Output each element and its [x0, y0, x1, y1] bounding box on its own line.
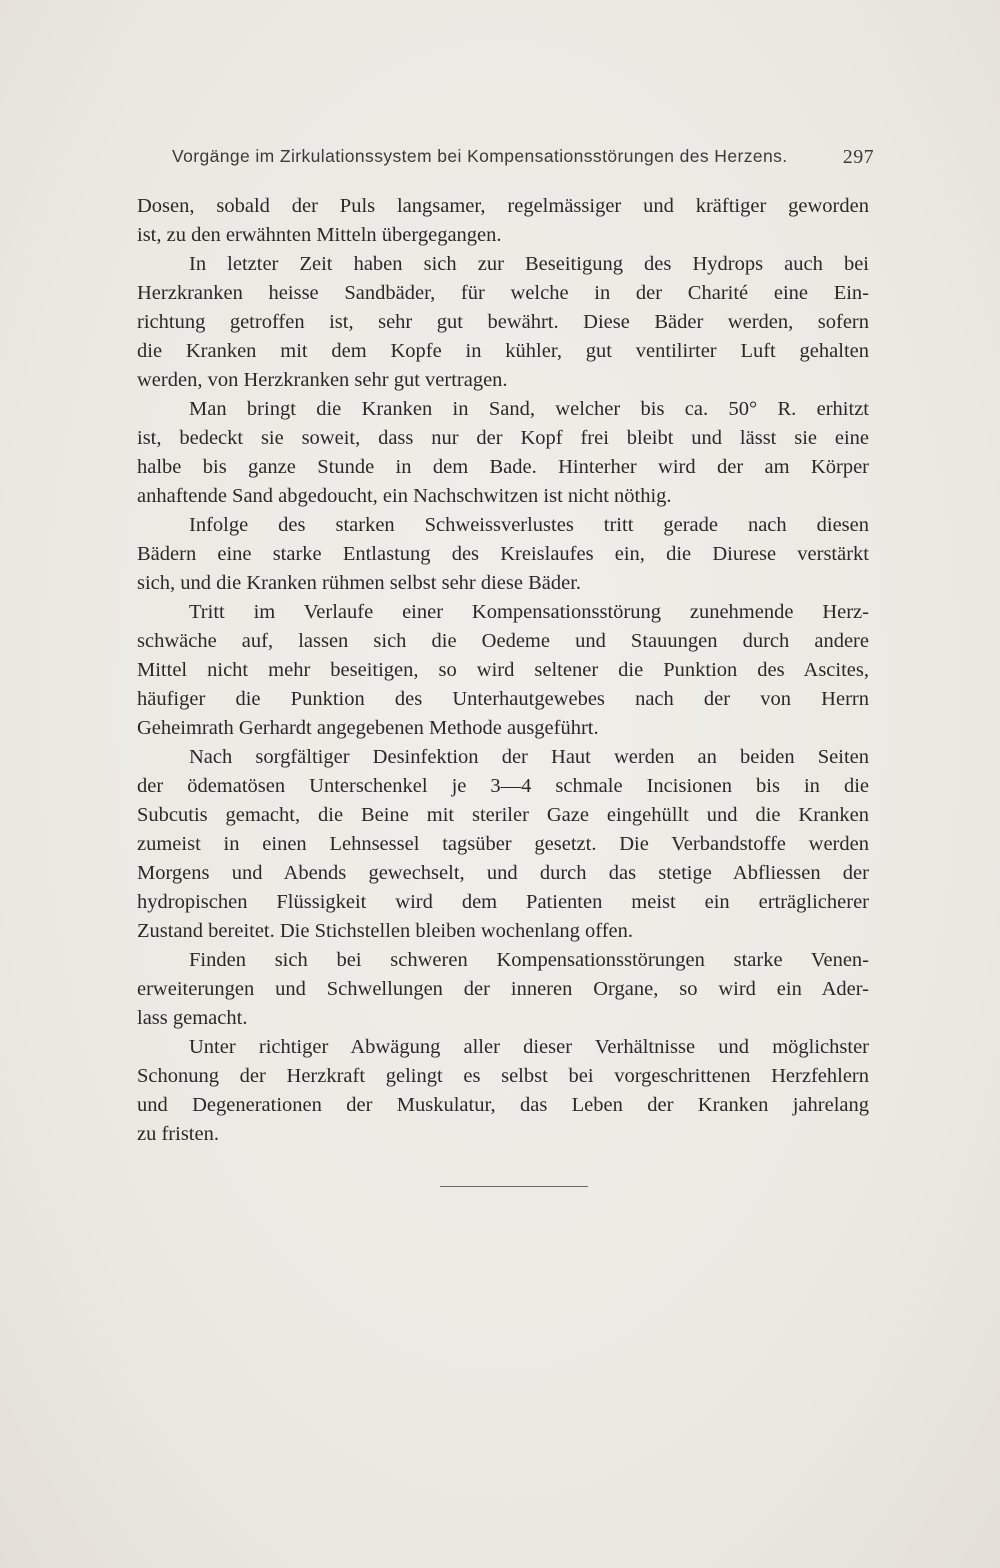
text-line: und Degenerationen der Muskulatur, das Leben der Kranken jahrelang [137, 1094, 869, 1116]
text-line: ist, bedeckt sie soweit, dass nur der Kopf frei bleibt und lässt sie eine [137, 427, 869, 449]
text-line: Subcutis gemacht, die Beine mit steriler Gaze eingehüllt und die Kranken [137, 804, 869, 826]
text-line: Infolge des starken Schweissverlustes tritt gerade nach diesen [189, 514, 869, 536]
end-rule [440, 1186, 588, 1187]
running-title: Vorgänge im Zirkulationssystem bei Kompensationsstörungen des Herzens. [172, 146, 788, 166]
text-line: zumeist in einen Lehnsessel tagsüber gesetzt. Die Verbandstoffe werden [137, 833, 869, 855]
text-line: Tritt im Verlaufe einer Kompensationsstörung zunehmende Herz- [189, 601, 869, 623]
running-head [172, 146, 874, 174]
text-line: Nach sorgfältiger Desinfektion der Haut werden an beiden Seiten [189, 746, 869, 768]
text-line: Geheimrath Gerhardt angegebenen Methode ausgeführt. [137, 717, 599, 739]
text-line: lass gemacht. [137, 1007, 248, 1029]
text-line: Schonung der Herzkraft gelingt es selbst bei vorgeschrittenen Herzfehlern [137, 1065, 869, 1087]
text-line: werden, von Herzkranken sehr gut vertragen. [137, 369, 508, 391]
text-line: Bädern eine starke Entlastung des Kreislaufes ein, die Diurese verstärkt [137, 543, 869, 565]
text-line: sich, und die Kranken rühmen selbst sehr diese Bäder. [137, 572, 582, 594]
text-line: häufiger die Punktion des Unterhautgewebes nach der von Herrn [137, 688, 869, 710]
text-line: ist, zu den erwähnten Mitteln übergegangen. [137, 224, 502, 246]
text-line: Unter richtiger Abwägung aller dieser Verhältnisse und möglichster [189, 1036, 869, 1058]
text-line: hydropischen Flüssigkeit wird dem Patienten meist ein erträglicherer [137, 891, 869, 913]
text-line: schwäche auf, lassen sich die Oedeme und Stauungen durch andere [137, 630, 869, 652]
text-line: Herzkranken heisse Sandbäder, für welche in der Charité eine Ein- [137, 282, 869, 304]
text-line: anhaftende Sand abgedoucht, ein Nachschwitzen ist nicht nöthig. [137, 485, 672, 507]
text-line: Finden sich bei schweren Kompensationsstörungen starke Venen- [189, 949, 869, 971]
text-line: die Kranken mit dem Kopfe in kühler, gut ventilirter Luft gehalten [137, 340, 869, 362]
text-line: zu fristen. [137, 1123, 219, 1145]
text-line: richtung getroffen ist, sehr gut bewährt. Diese Bäder werden, sofern [137, 311, 869, 333]
text-line: Dosen, sobald der Puls langsamer, regelmässiger und kräftiger geworden [137, 195, 869, 217]
text-line: Zustand bereitet. Die Stichstellen bleiben wochenlang offen. [137, 920, 634, 942]
text-line: Morgens und Abends gewechselt, und durch das stetige Abfliessen der [137, 862, 869, 884]
text-line: halbe bis ganze Stunde in dem Bade. Hinterher wird der am Körper [137, 456, 869, 478]
page-number: 297 [842, 146, 874, 168]
text-line: der ödematösen Unterschenkel je 3—4 schmale Incisionen bis in die [137, 775, 869, 797]
text-line: Man bringt die Kranken in Sand, welcher bis ca. 50° R. erhitzt [189, 398, 869, 420]
text-line: Mittel nicht mehr beseitigen, so wird seltener die Punktion des Ascites, [137, 659, 869, 681]
text-line: erweiterungen und Schwellungen der inneren Organe, so wird ein Ader- [137, 978, 869, 1000]
text-line: In letzter Zeit haben sich zur Beseitigung des Hydrops auch bei [189, 253, 869, 275]
body-text [137, 192, 869, 1149]
